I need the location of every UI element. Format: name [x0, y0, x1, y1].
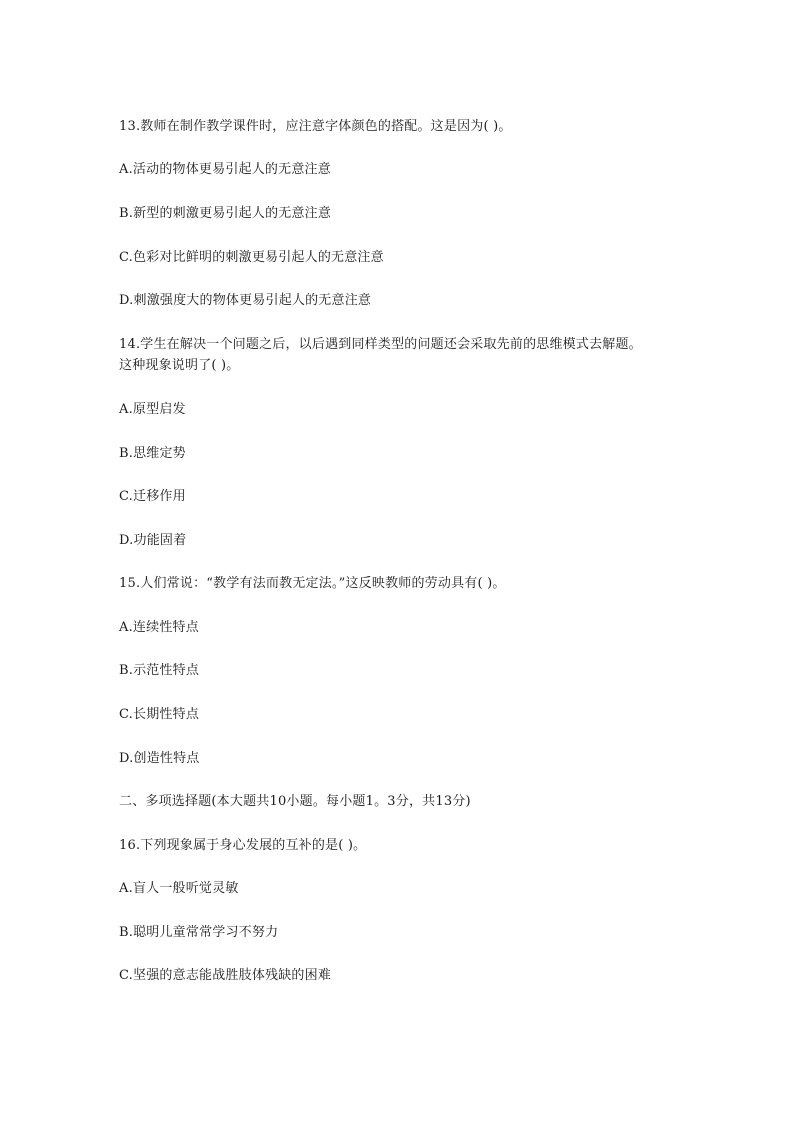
question-16-option-b: B.聪明儿童常常学习不努力: [119, 925, 279, 940]
question-14-option-b: B.思维定势: [119, 446, 186, 461]
question-13-option-c: C.色彩对比鲜明的刺激更易引起人的无意注意: [119, 250, 384, 265]
section-2-heading: 二、多项选择题(本大题共10小题。每小题1。3分，共13分): [119, 794, 471, 809]
question-14-option-a: A.原型启发: [119, 402, 186, 417]
question-13-stem: 13.教师在制作教学课件时，应注意字体颜色的搭配。这是因为( )。: [119, 119, 512, 134]
question-16-option-a: A.盲人一般听觉灵敏: [119, 881, 239, 896]
question-15-option-d: D.创造性特点: [119, 751, 200, 766]
question-13-option-a: A.活动的物体更易引起人的无意注意: [119, 162, 331, 177]
question-16-stem: 16.下列现象属于身心发展的互补的是( )。: [119, 838, 367, 853]
question-14-option-d: D.功能固着: [119, 533, 187, 548]
question-15-stem: 15.人们常说：“教学有法而教无定法。”这反映教师的劳动具有( )。: [119, 576, 506, 591]
question-14-stem-line-2: 这种现象说明了( )。: [119, 358, 240, 373]
question-13-option-b: B.新型的刺激更易引起人的无意注意: [119, 206, 332, 221]
question-15-option-c: C.长期性特点: [119, 707, 200, 722]
question-13-option-d: D.刺激强度大的物体更易引起人的无意注意: [119, 293, 372, 308]
question-15-option-b: B.示范性特点: [119, 663, 200, 678]
question-15-option-a: A.连续性特点: [119, 620, 199, 635]
question-14-stem-line-1: 14.学生在解决一个问题之后，以后遇到同样类型的问题还会采取先前的思维模式去解题。: [119, 337, 642, 352]
question-14-option-c: C.迁移作用: [119, 489, 186, 504]
question-16-option-c: C.坚强的意志能战胜肢体残缺的困难: [119, 968, 332, 983]
